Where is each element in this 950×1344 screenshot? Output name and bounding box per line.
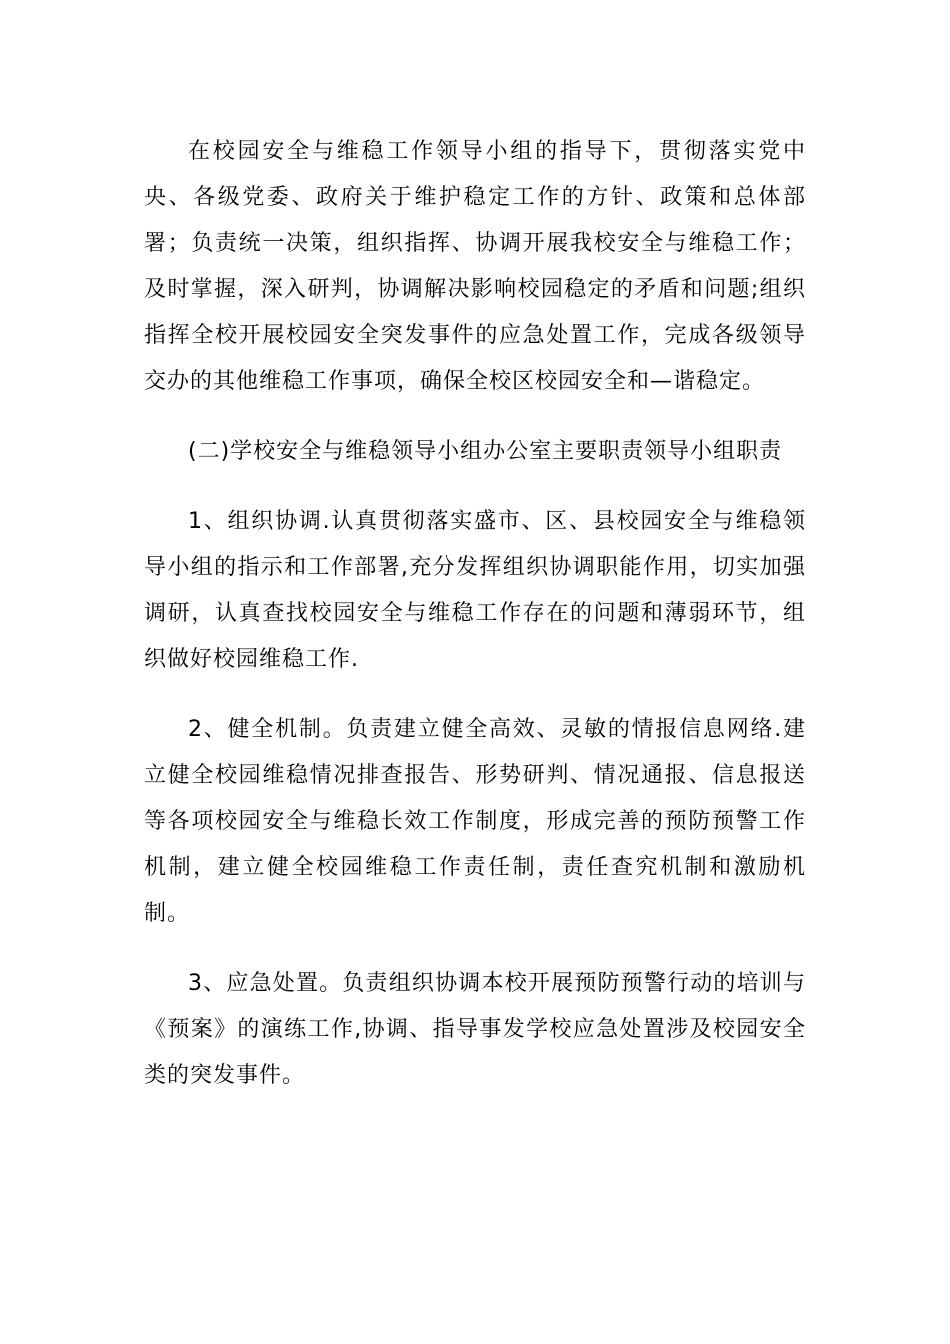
paragraph-item-3-emergency: 3、应急处置。负责组织协调本校开展预防预警行动的培训与《预案》的演练工作,协调、指导事发学校应急处置涉及校园安全类的突发事件。 xyxy=(144,971,806,1088)
paragraph-leadership-duties: 在校园安全与维稳工作领导小组的指导下，贯彻落实党中央、各级党委、政府关于维护稳定工作的方针、政策和总体部署；负责统一决策，组织指挥、协调开展我校安全与维稳工作；及时掌握，深入研判，协调解决影响校园稳定的矛盾和问题;组织指挥全校开展校园安全突发事件的应急处置工作，完成各级领导交办的其他维稳工作事项，确保全校区校园安全和—谐稳定。 xyxy=(144,139,806,394)
paragraph-item-1-coordination: 1、组织协调.认真贯彻落实盛市、区、县校园安全与维稳领导小组的指示和工作部署,充分发挥组织协调职能作用，切实加强调研，认真查找校园安全与维稳工作存在的问题和薄弱环节，组织做好校园维稳工作. xyxy=(144,509,806,672)
section-heading-office-duties: (二)学校安全与维稳领导小组办公室主要职责领导小组职责 xyxy=(188,439,783,464)
document-body xyxy=(144,129,806,1123)
paragraph-item-2-mechanism: 2、健全机制。负责建立健全高效、灵敏的情报信息网络.建立健全校园维稳情况排查报告、形势研判、情况通报、信息报送等各项校园安全与维稳长效工作制度，形成完善的预防预警工作机制，建立健全校园维稳工作责任制，责任查究机制和激励机制。 xyxy=(144,717,806,926)
